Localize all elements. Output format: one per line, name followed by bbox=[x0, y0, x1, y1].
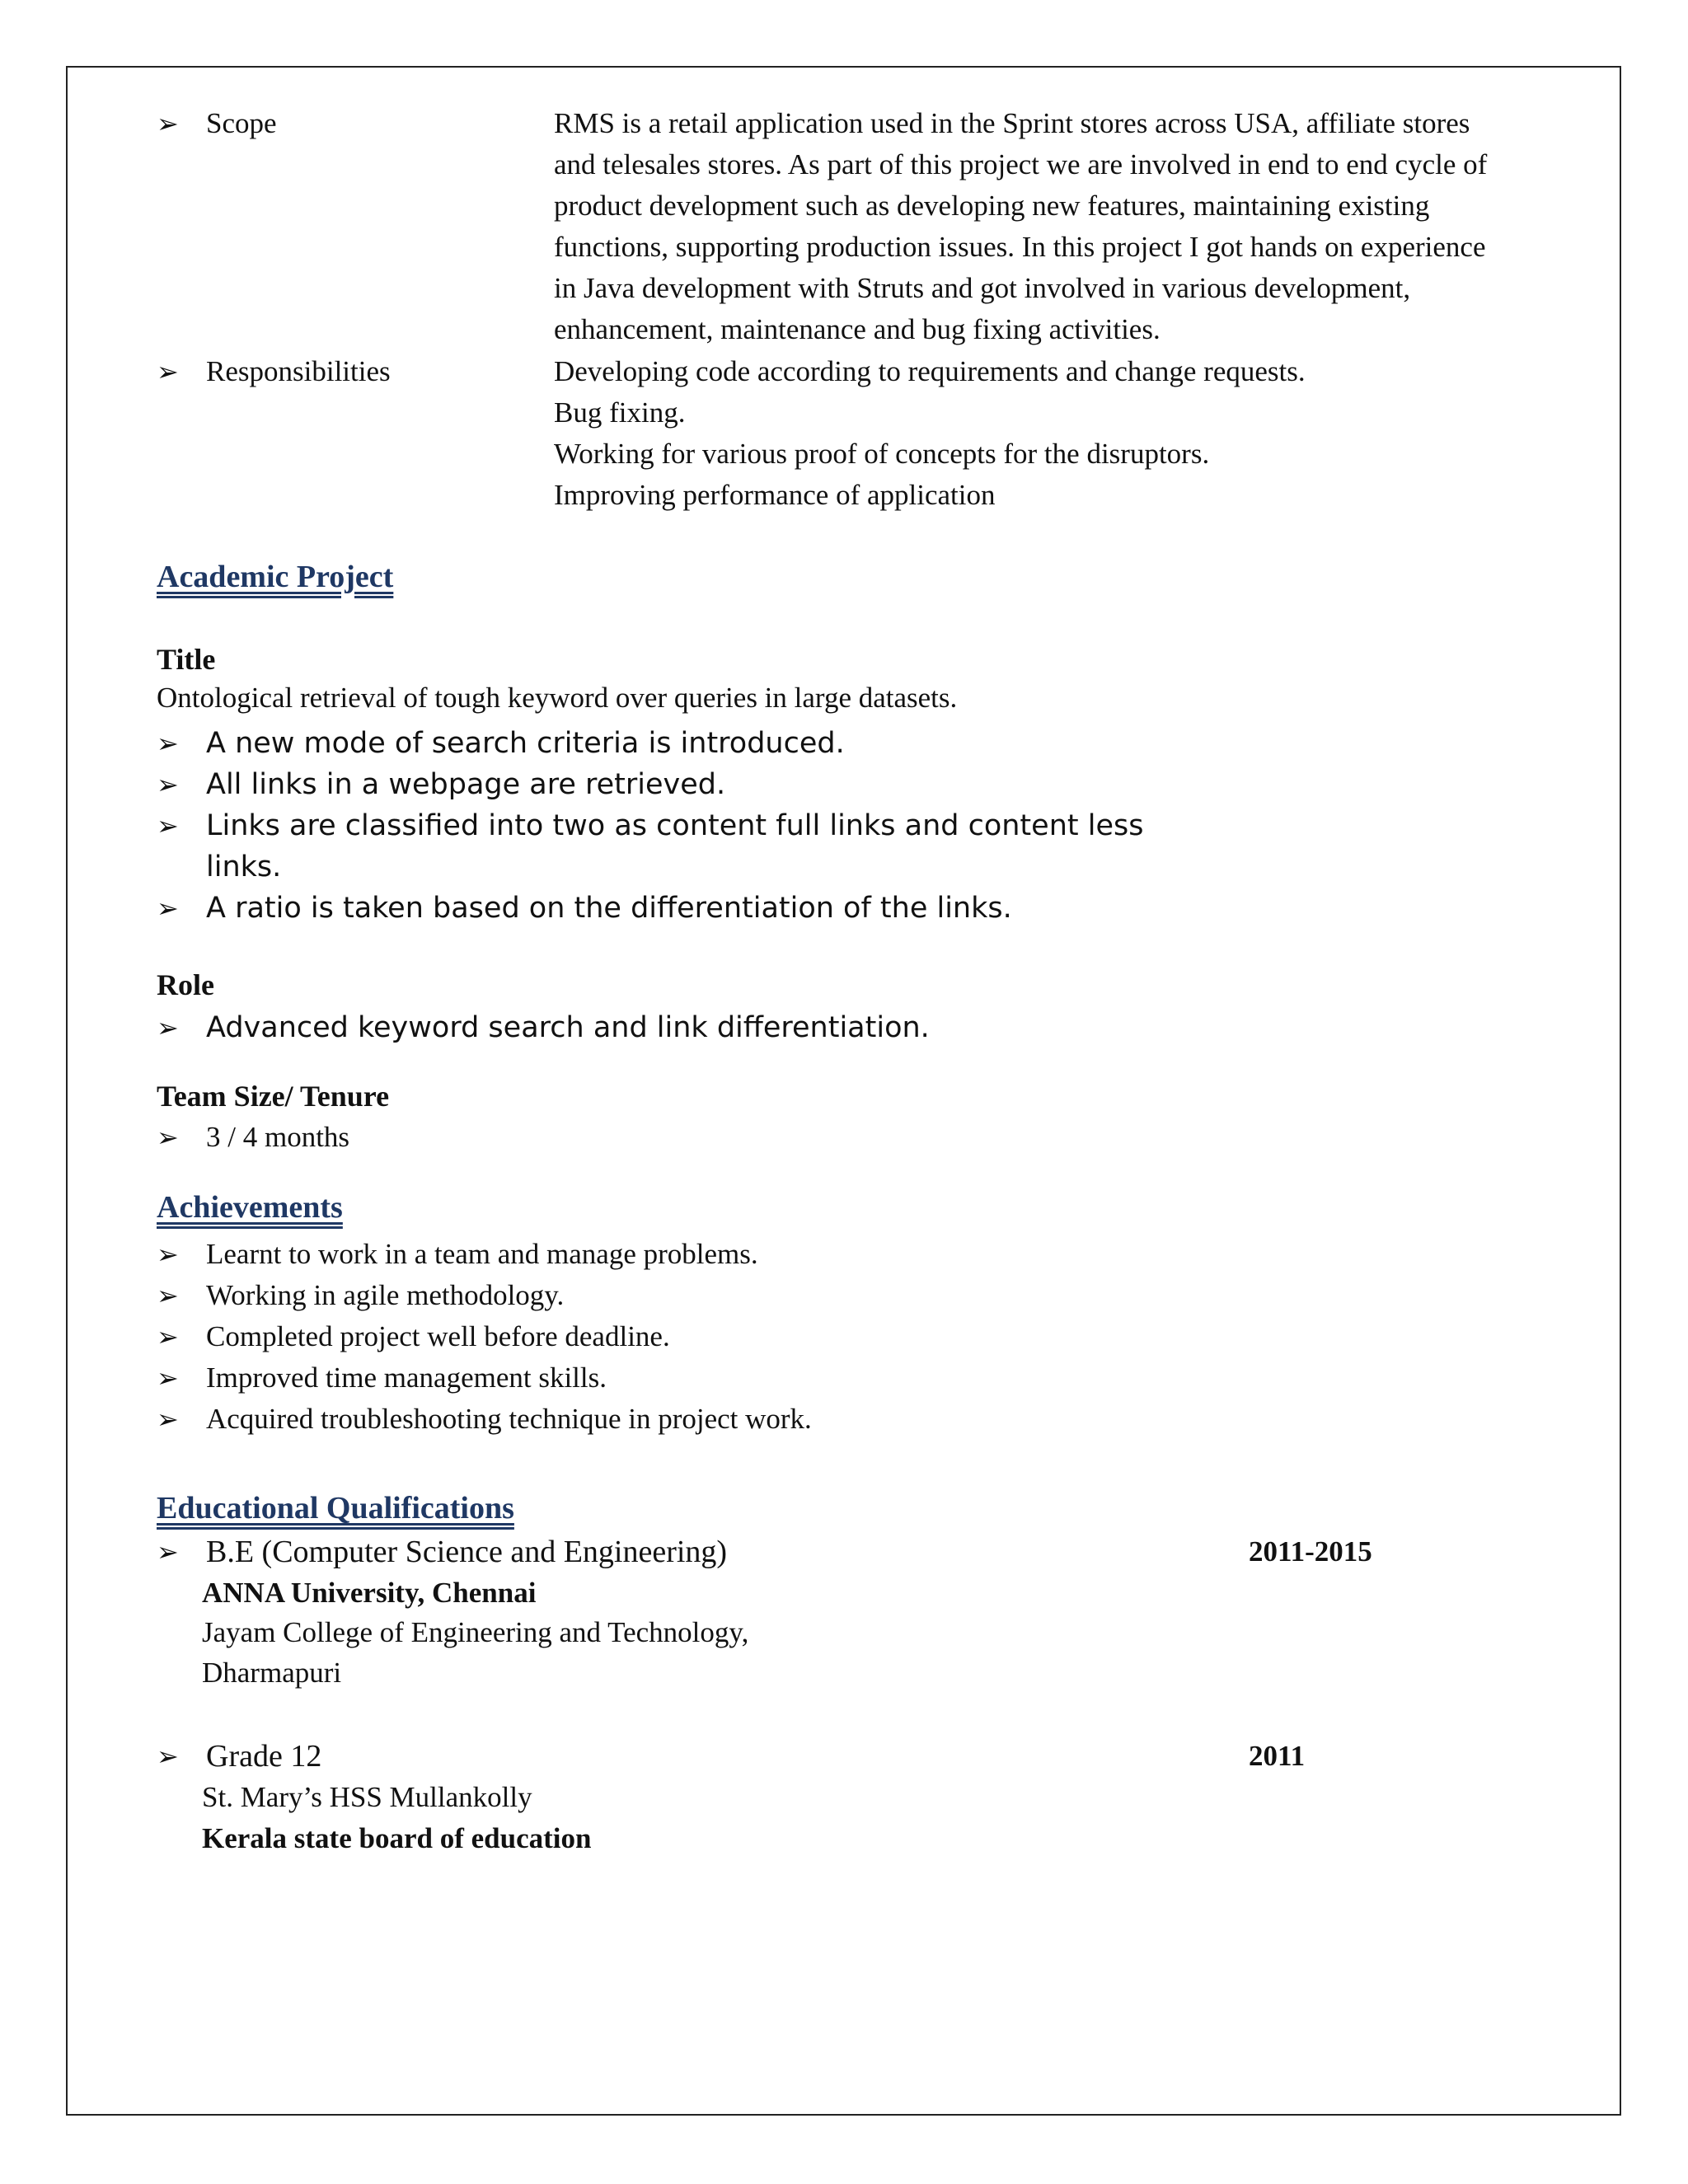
achievement-item: Learnt to work in a team and manage problems. bbox=[206, 1238, 758, 1270]
university-name: ANNA University, Chennai bbox=[202, 1577, 537, 1609]
team-size-label: Team Size/ Tenure bbox=[157, 1080, 390, 1113]
bullet-icon: ➢ bbox=[157, 1321, 179, 1352]
achievement-item: Acquired troubleshooting technique in project work. bbox=[206, 1403, 812, 1435]
grade-title: Grade 12 bbox=[206, 1739, 322, 1774]
academic-point: A new mode of search criteria is introduced. bbox=[206, 727, 845, 760]
scope-text bbox=[554, 103, 1487, 350]
achievement-item: Improved time management skills. bbox=[206, 1361, 607, 1394]
title-label: Title bbox=[157, 643, 216, 676]
scope-line: functions, supporting production issues. In this project I got hands on experience bbox=[554, 231, 1486, 263]
school-name: St. Mary’s HSS Mullankolly bbox=[202, 1781, 532, 1813]
responsibilities-label: Responsibilities bbox=[206, 355, 391, 387]
responsibilities-text bbox=[554, 351, 1306, 516]
scope-label: Scope bbox=[206, 107, 277, 139]
academic-point: Links are classified into two as content full links and content less bbox=[206, 809, 1144, 842]
college-location: Dharmapuri bbox=[202, 1657, 342, 1689]
scope-line: in Java development with Struts and got involved in various development, bbox=[554, 272, 1411, 304]
bullet-icon: ➢ bbox=[157, 1122, 179, 1153]
bullet-icon: ➢ bbox=[157, 1280, 179, 1311]
bullet-icon: ➢ bbox=[157, 356, 179, 387]
bullet-icon: ➢ bbox=[157, 1741, 179, 1772]
bullet-icon: ➢ bbox=[157, 1012, 179, 1043]
academic-point: All links in a webpage are retrieved. bbox=[206, 768, 726, 801]
degree-title: B.E (Computer Science and Engineering) bbox=[206, 1535, 728, 1569]
project-title: Ontological retrieval of tough keyword over queries in large datasets. bbox=[157, 682, 958, 714]
responsibility-line: Working for various proof of concepts for the disruptors. bbox=[554, 438, 1210, 470]
responsibility-line: Developing code according to requirements and change requests. bbox=[554, 355, 1306, 387]
bullet-icon: ➢ bbox=[157, 769, 179, 800]
bullet-icon: ➢ bbox=[157, 893, 179, 924]
scope-line: and telesales stores. As part of this project we are involved in end to end cycle of bbox=[554, 148, 1488, 180]
bullet-icon: ➢ bbox=[157, 108, 179, 139]
scope-line: RMS is a retail application used in the Sprint stores across USA, affiliate stores bbox=[554, 107, 1470, 139]
bullet-icon: ➢ bbox=[157, 728, 179, 759]
bullet-icon: ➢ bbox=[157, 1239, 179, 1270]
role-label: Role bbox=[157, 968, 214, 1001]
responsibility-line: Bug fixing. bbox=[554, 396, 686, 429]
academic-project-heading: Academic Project bbox=[157, 560, 394, 594]
degree-years: 2011-2015 bbox=[1249, 1535, 1372, 1568]
achievement-item: Completed project well before deadline. bbox=[206, 1320, 670, 1352]
grade-year: 2011 bbox=[1249, 1740, 1306, 1772]
responsibility-line: Improving performance of application bbox=[554, 479, 996, 511]
role-point: Advanced keyword search and link differentiation. bbox=[206, 1011, 930, 1044]
college-name: Jayam College of Engineering and Technology, bbox=[202, 1616, 749, 1648]
achievement-item: Working in agile methodology. bbox=[206, 1279, 565, 1311]
scope-line: product development such as developing new features, maintaining existing bbox=[554, 190, 1430, 222]
achievements-heading: Achievements bbox=[157, 1190, 343, 1225]
bullet-icon: ➢ bbox=[157, 1362, 179, 1394]
academic-point: A ratio is taken based on the differentiation of the links. bbox=[206, 892, 1012, 925]
bullet-icon: ➢ bbox=[157, 1536, 179, 1568]
school-board: Kerala state board of education bbox=[202, 1822, 592, 1854]
scope-line: enhancement, maintenance and bug fixing activities. bbox=[554, 313, 1160, 345]
academic-point-continuation: links. bbox=[206, 851, 282, 883]
team-size-value: 3 / 4 months bbox=[206, 1121, 350, 1153]
bullet-icon: ➢ bbox=[157, 810, 179, 841]
bullet-icon: ➢ bbox=[157, 1404, 179, 1435]
education-heading: Educational Qualifications bbox=[157, 1491, 514, 1526]
